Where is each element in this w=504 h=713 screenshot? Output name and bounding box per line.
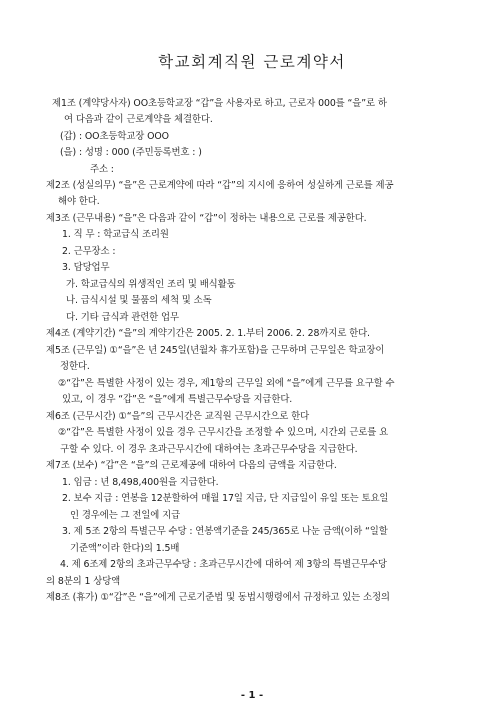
article-5-line-2: 정한다. (60, 361, 90, 372)
article-1-line-1: 제1조 (계약당사자) OO초등학교장 “갑”을 사용자로 하고, 근로자 000를 “을”로 하 (52, 98, 387, 109)
article-5-line-4: 있고, 이 경우 “갑”은 “을”에게 특별근무수당을 지급한다. (62, 394, 293, 405)
article-7-item-2-line-2: 인 경우에는 그 전일에 지급 (70, 510, 181, 521)
article-3-sub-a: 가. 학교급식의 위생적인 조리 및 배식활동 (66, 279, 236, 290)
article-7-item-2-line-1: 2. 보수 지급 : 연봉을 12분할하여 매월 17일 지급, 단 지급일이 유일 또는 토요일 (62, 493, 389, 504)
article-5-line-3: ②“갑”은 특별한 사정이 있는 경우, 제1항의 근무일 외에 “을”에게 근무를 요구할 수 (58, 378, 395, 389)
article-3-item-1: 1. 직 무 : 학교급식 조리원 (62, 229, 169, 240)
article-8-line-1: 제8조 (휴가) ①“갑”은 “을”에게 근로기준법 및 동법시행령에서 규정하고 있는 소정의 (46, 592, 390, 603)
article-7-item-4-line-2: 의 8분의 1 상당액 (46, 576, 121, 587)
article-3-sub-b: 나. 급식시설 및 물품의 세척 및 소독 (66, 295, 212, 306)
article-3-line-1: 제3조 (근무내용) “을”은 다음과 같이 “갑”이 정하는 내용으로 근로를 제공한다. (46, 213, 367, 224)
article-4-line-1: 제4조 (계약기간) “을”의 계약기간은 2005. 2. 1.부터 2006. 2. 28까지로 한다. (46, 328, 370, 339)
article-6-line-2: ②“갑”은 특별한 사정이 있을 경우 근무시간을 조정할 수 있으며, 시간외 근로를 요 (58, 427, 389, 438)
document-title: 학교회계직원 근로계약서 (158, 53, 346, 71)
party-employee-name: (을) : 성명 : 000 (주민등록번호 : ) (60, 147, 202, 158)
article-7-item-1: 1. 임금 : 년 8,498,400원을 지급한다. (62, 477, 219, 488)
article-2-line-2: 해야 한다. (58, 196, 100, 207)
article-2-line-1: 제2조 (성실의무) “을”은 근로계약에 따라 “갑”의 지시에 응하여 성실하게 근로를 제공 (46, 180, 394, 191)
party-employee-address: 주소 : (90, 164, 114, 175)
article-3-sub-c: 다. 기타 급식과 관련한 업무 (66, 312, 179, 323)
page-number: - 1 - (240, 690, 264, 701)
article-3-item-3: 3. 담당업무 (62, 262, 110, 273)
article-3-item-2: 2. 근무장소 : (62, 246, 116, 257)
party-employer: (갑) : OO초등학교장 OOO (60, 131, 169, 142)
article-6-line-3: 구할 수 있다. 이 경우 초과근무시간에 대하여는 초과근무수당을 지급한다. (60, 444, 358, 455)
article-7-line-1: 제7조 (보수) “갑”은 “을”의 근로제공에 대하여 다음의 금액을 지급한다. (46, 460, 337, 471)
article-7-item-3-line-1: 3. 제 5조 2항의 특별근무 수당 : 연봉액기준을 245/365로 나눈 금액(이하 “일할 (62, 526, 388, 537)
article-6-line-1: 제6조 (근무시간) ①“을”의 근무시간은 교직원 근무시간으로 한다 (46, 411, 310, 422)
article-1-line-2: 여 다음과 같이 근로계약을 체결한다. (64, 114, 213, 125)
article-7-item-3-line-2: 기준액”이라 한다)의 1.5배 (70, 543, 180, 554)
article-5-line-1: 제5조 (근무일) ①“을”은 년 245일(년월차 휴가포함)을 근무하며 근무일은 학교장이 (46, 345, 385, 356)
article-7-item-4-line-1: 4. 제 6조제 2항의 초과근무수당 : 초과근무시간에 대하여 제 3항의 특별근무수당 (60, 559, 387, 570)
